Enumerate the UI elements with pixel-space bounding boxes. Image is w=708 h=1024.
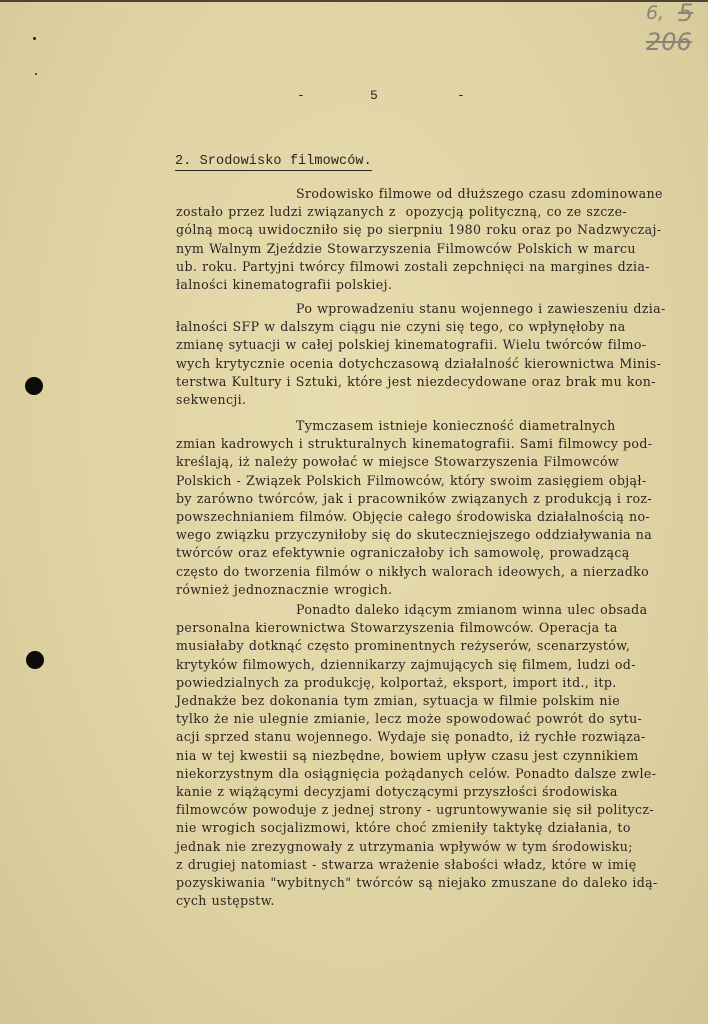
paragraph (176, 417, 696, 599)
text-line: wych krytycznie ocenia dotychczasową działalność kierownictwa Minis- (176, 355, 662, 371)
text-line: gólną mocą uwidoczniło się po sierpniu 1980 roku oraz po Nadzwyczaj- (176, 222, 662, 238)
handwritten-note: 6, (646, 2, 665, 24)
text-line: często do tworzenia filmów o nikłych walorach ideowych, a nierzadko (176, 563, 650, 579)
text-line: filmowców powoduje z jednej strony - ugruntowywanie się sił politycz- (176, 802, 654, 818)
scan-edge (0, 0, 708, 2)
text-line: jednak nie zrezygnowały z utrzymania wpływów w tym środowisku; (176, 838, 633, 854)
page-number-dash: - (457, 88, 465, 103)
text-line: Ponadto daleko idącym zmianom winna ulec obsada (296, 602, 648, 617)
text-line: powszechnianiem filmów. Objęcie całego środowiska działalnością no- (176, 509, 651, 525)
text-line: zostało przez ludzi związanych z opozycją polityczną, co ze szcze- (176, 204, 628, 220)
text-line: zmian kadrowych i strukturalnych kinematografii. Sami filmowcy pod- (176, 436, 653, 452)
text-line: tylko że nie ulegnie zmianie, lecz może spowodować powrót do sytu- (176, 711, 643, 727)
text-line: zmianę sytuacji w całej polskiej kinematografii. Wielu twórców filmo- (176, 337, 647, 353)
text-line: również jednoznacznie wrogich. (176, 581, 393, 597)
paragraph (176, 601, 696, 910)
text-line: by zarówno twórców, jak i pracowników związanych z produkcją i roz- (176, 490, 653, 506)
handwritten-struck-number: 5 (678, 0, 694, 27)
text-line: nie wrogich socjalizmowi, które choć zmieniły taktykę działania, to (176, 820, 631, 836)
punch-hole (26, 651, 44, 669)
speck-mark (35, 73, 37, 75)
text-line: ub. roku. Partyjni twórcy filmowi zostali zepchnięci na margines dzia- (176, 258, 650, 274)
text-line: Tymczasem istnieje konieczność diametralnych (296, 418, 616, 433)
text-line: Jednakże bez dokonania tym zmian, sytuacja w filmie polskim nie (176, 693, 621, 709)
section-heading: 2. Srodowisko filmowców. (175, 154, 372, 169)
text-line: terstwa Kultury i Sztuki, które jest niezdecydowane oraz brak mu kon- (176, 373, 656, 389)
text-line: powiedzialnych za produkcję, kolportaż, eksport, import itd., itp. (176, 674, 617, 690)
text-line: kreślają, iż należy powołać w miejsce Stowarzyszenia Filmowców (176, 454, 620, 470)
text-line: Po wprowadzeniu stanu wojennego i zawieszeniu dzia- (296, 301, 666, 316)
text-line: nia w tej kwestii są niezbędne, bowiem upływ czasu jest czynnikiem (176, 747, 639, 763)
text-line: acji sprzed stanu wojennego. Wydaje się ponadto, iż rychłe rozwiąza- (176, 729, 646, 745)
text-line: niekorzystnym dla osiągnięcia pożądanych celów. Ponadto dalsze zwle- (176, 765, 657, 781)
page-number: 5 (370, 88, 378, 103)
punch-hole (25, 377, 43, 395)
text-line: krytyków filmowych, dziennikarzy zajmujących się filmem, ludzi od- (176, 656, 636, 672)
text-line: kanie z wiążącymi decyzjami dotyczącymi przyszłości środowiska (176, 784, 618, 800)
text-line: Srodowisko filmowe od dłuższego czasu zdominowane (296, 186, 663, 201)
text-line: nym Walnym Zjeździe Stowarzyszenia Filmowców Polskich w marcu (176, 240, 636, 256)
text-line: łalności kinematografii polskiej. (176, 277, 393, 293)
text-line: z drugiej natomiast - stwarza wrażenie słabości władz, które w imię (176, 856, 637, 872)
text-line: łalności SFP w dalszym ciągu nie czyni się tego, co wpłynęłoby na (176, 319, 626, 335)
text-line: personalna kierownictwa Stowarzyszenia filmowców. Operacja ta (176, 620, 618, 636)
text-line: cych ustępstw. (176, 893, 275, 909)
text-line: pozyskiwania "wybitnych" twórców są niejako zmuszane do daleko idą- (176, 875, 658, 891)
page-number-dash: - (297, 88, 305, 103)
speck-mark (33, 37, 36, 40)
paragraph (176, 300, 696, 409)
text-line: Polskich - Związek Polskich Filmowców, który swoim zasięgiem objął- (176, 472, 647, 488)
text-line: twórców oraz efektywnie ograniczałoby ich samowolę, prowadzącą (176, 545, 630, 561)
text-line: wego związku przyczyniłoby się do skuteczniejszego oddziaływania na (176, 527, 653, 543)
text-line: musiałaby dotknąć często prominentnych reżyserów, scenarzystów, (176, 638, 631, 654)
paragraph (176, 185, 696, 294)
handwritten-struck-number: 206 (646, 28, 692, 56)
text-line: sekwencji. (176, 392, 247, 408)
